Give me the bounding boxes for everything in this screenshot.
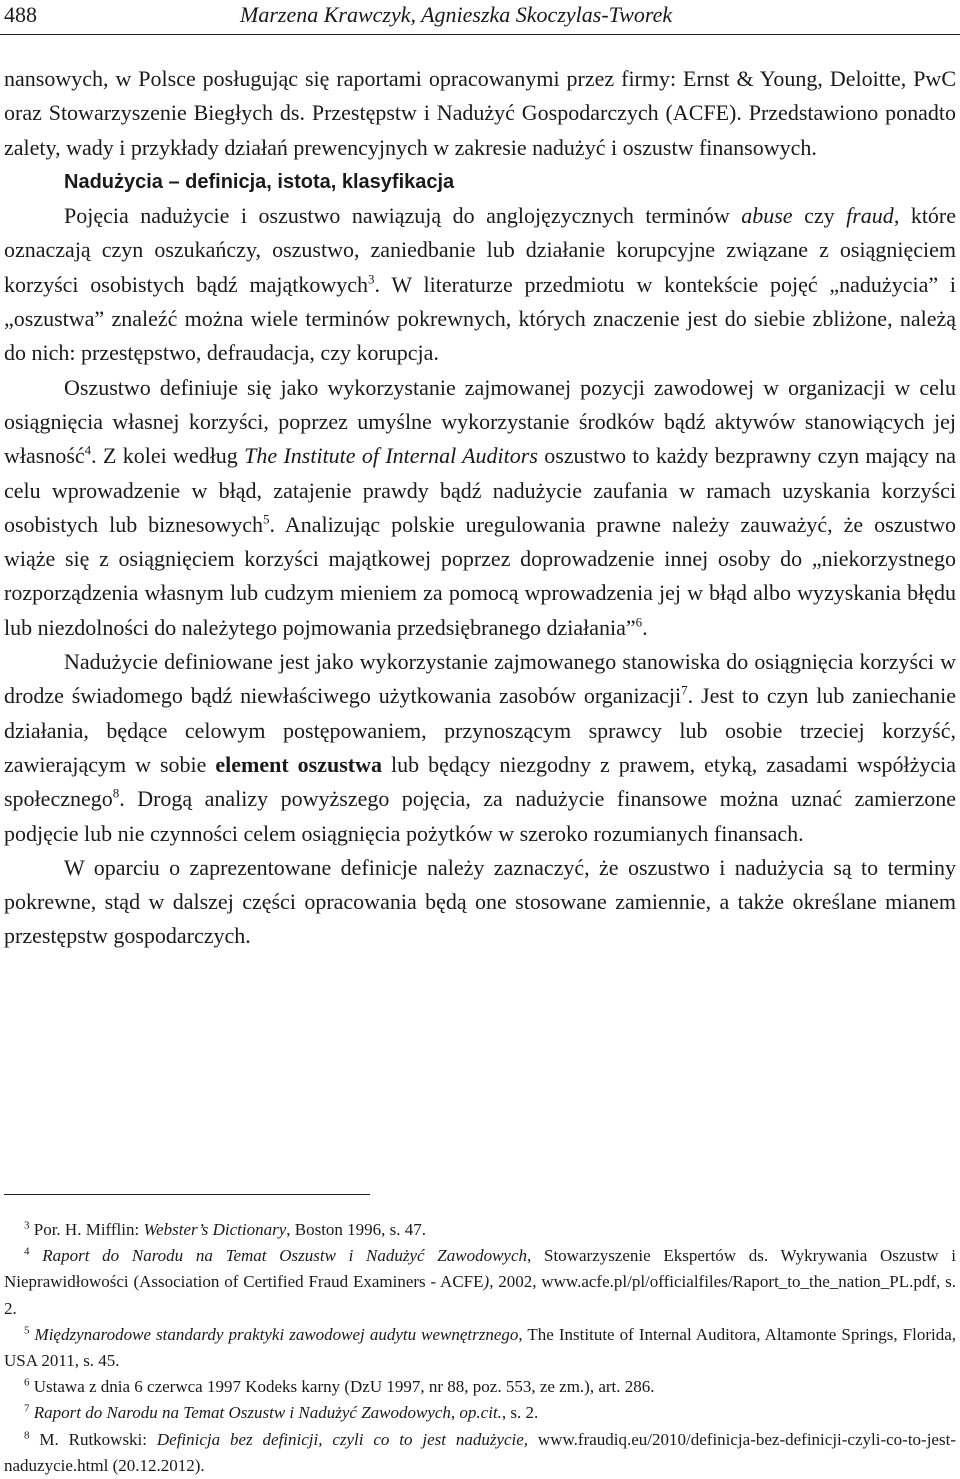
main-text [4, 62, 956, 954]
footnote-ref-5: 5 [263, 511, 270, 527]
footnote-ref-8: 8 [112, 785, 120, 801]
header-rule [0, 34, 960, 35]
footnote-ref-7: 7 [681, 683, 688, 699]
footnote-ref-3: 3 [368, 271, 375, 287]
footnote-7: $^7$ Raport do Narodu na Temat Oszustw i Nadużyć Zawodowych, op.cit., s. 2. [24, 1402, 539, 1423]
term-abuse: abuse [741, 203, 793, 229]
footnote-8: $^8$ M. Rutkowski: Definicja bez definicji, czyli co to jest nadużycie, www.fraudiq.eu/2010/definicja-bez-definicji-czyli-co-to-jest-naduzycie.html (20.12.2012). [4, 1428, 956, 1475]
footnote-5: $^5$ Międzynarodowe standardy praktyki zawodowej audytu wewnętrznego, The Institute of Internal Auditora, Altamonte Springs, Florida, USA 2011, s. 45. [4, 1324, 956, 1371]
term-fraud: fraud [846, 203, 894, 229]
footnote-4: $^4$ Raport do Narodu na Temat Oszustw i Nadużyć Zawodowych, Stowarzyszenie Ekspertów ds. Wykrywania Oszustw i Nieprawidłowości (Association of Certified Fraud Examiners - ACFE), 2002, www.acfe.pl/pl/officialfiles/Raport_to_the_nation_PL.pdf, s. 2. [4, 1245, 957, 1318]
paragraph-2: Oszustwo definiuje się jako wykorzystanie zajmowanej pozycji zawodowej w organizacji w celu osiągnięcia własnej korzyści, poprzez umyślne wykorzystanie środków bądź aktywów stanowiących jej własność$^4$. Z kolei według The Institute of Internal Auditors oszustwo to każdy bezprawny czyn mający na celu wprowadzenie w błąd, zatajenie prawdy bądź nadużycie zaufania w ramach uzyskania korzyści osobistych lub biznesowych$^5$. Analizując polskie uregulowania prawne należy zauważyć, że oszustwo wiąże się z osiągnięciem korzyści majątkowej poprzez doprowadzenie innej osoby do „niekorzystnego rozporządzenia własnym lub cudzym mieniem za pomocą wprowadzenia jej w błąd albo wyzyskania błędu lub niezdolności do należytego pojmowania przedsiębranego działania”$^6$. [4, 374, 956, 640]
paragraph-4: W oparciu o zaprezentowane definicje należy zaznaczyć, że oszustwo i nadużycia są to terminy pokrewne, stąd w dalszej części opracowania będą one stosowane zamiennie, a także określane mianem przestępstw gospodarczych. [4, 854, 956, 949]
footnote-6: $^6$ Ustawa z dnia 6 czerwca 1997 Kodeks karny (DzU 1997, nr 88, poz. 553, ze zm.), art. 286. [24, 1376, 655, 1397]
bold-term: element oszustwa [215, 751, 383, 777]
section-heading: Nadużycia – definicja, istota, klasyfikacja [64, 170, 455, 193]
paragraph-1: Pojęcia nadużycie i oszustwo nawiązują do anglojęzycznych terminów abuse czy fraud, które oznaczają czyn oszukańczy, oszustwo, zaniedbanie lub działanie korupcyjne związane z osiągnięciem korzyści osobistych bądź majątkowych$^3$. W literaturze przedmiotu w kontekście pojęć „nadużycia” i „oszustwa” znaleźć można wiele terminów pokrewnych, których znaczenie jest do siebie zbliżone, należą do nich: przestępstwo, defraudacja, czy korupcja. [4, 203, 957, 366]
intro-paragraph: nansowych, w Polsce posługując się raportami opracowanymi przez firmy: Ernst & Young, Deloitte, PwC oraz Stowarzyszenie Biegłych ds. Przestępstw i Nadużyć Gospodarczych (ACFE). Przedstawiono ponadto zalety, wady i przykłady działań prewencyjnych w zakresie nadużyć i oszustw finansowych. [4, 66, 956, 160]
footnotes [4, 1217, 956, 1479]
page-number: 488 [4, 2, 37, 27]
footnote-ref-6: 6 [635, 614, 643, 630]
paragraph-3: Nadużycie definiowane jest jako wykorzystanie zajmowanego stanowiska do osiągnięcia korzyści w drodze świadomego bądź niewłaściwego użytkowania zasobów organizacji$^7$. Jest to czyn lub zaniechanie działania, będące celowym postępowaniem, przynoszącym sprawcy lub osobie trzeciej korzyść, zawierającym w sobie element oszustwa lub będący niezgodny z prawem, etyką, zasadami współżycia społecznego$^8$. Drogą analizy powyższego pojęcia, za nadużycie finansowe można uznać zamierzone podjęcie lub nie czynności celem osiągnięcia pożytków w szeroko rozumianych finansach. [4, 649, 956, 846]
footnote-separator [4, 1194, 370, 1195]
page-header [0, 0, 960, 28]
footnote-ref-4: 4 [84, 442, 92, 458]
iia-name: The Institute of Internal Auditors [244, 443, 538, 469]
running-title: Marzena Krawczyk, Agnieszka Skoczylas-Tworek [240, 2, 673, 27]
footnote-3: $^3$ Por. H. Mifflin: Webster’s Dictionary, Boston 1996, s. 47. [24, 1219, 427, 1239]
